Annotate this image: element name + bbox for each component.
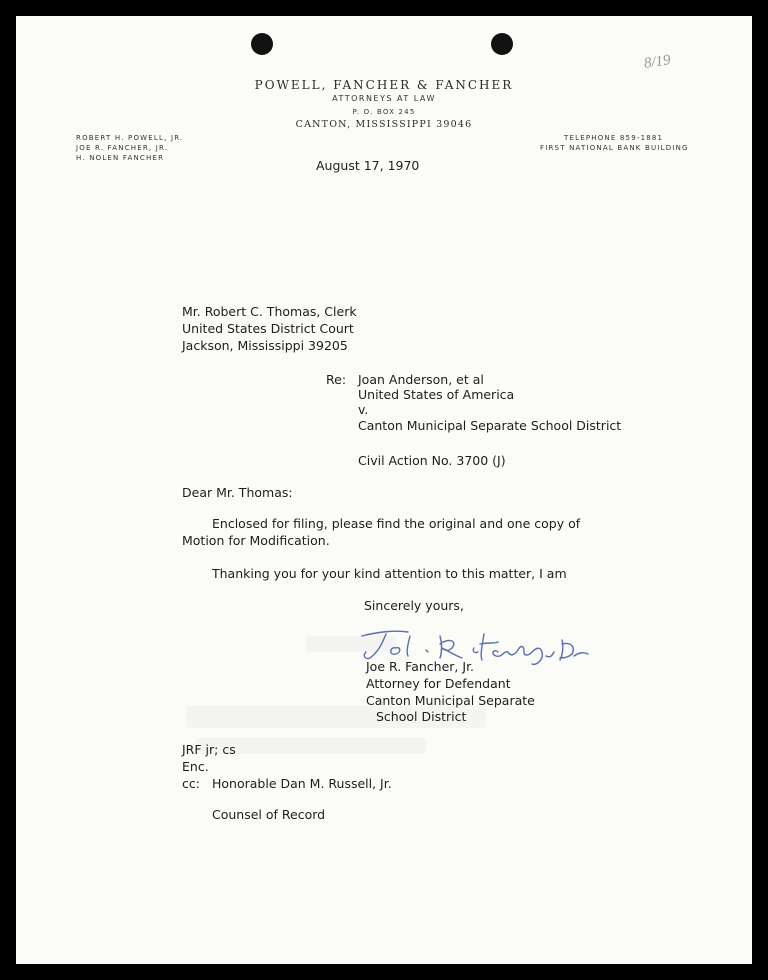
re-line: Joan Anderson, et al bbox=[358, 372, 484, 387]
punch-hole-left bbox=[251, 33, 273, 55]
recipient-line: United States District Court bbox=[182, 321, 354, 336]
body-paragraph: Thanking you for your kind attention to this matter, I am bbox=[212, 566, 567, 581]
partner-name: ROBERT H. POWELL, JR. bbox=[76, 134, 184, 142]
cc-recipient: Counsel of Record bbox=[212, 807, 326, 822]
re-line: v. bbox=[358, 402, 369, 417]
cc-label: cc: bbox=[182, 776, 200, 791]
partner-name: H. NOLEN FANCHER bbox=[76, 154, 165, 162]
letter-page bbox=[16, 16, 752, 964]
signer-title: Attorney for Defendant bbox=[366, 676, 511, 691]
recipient-line: Jackson, Mississippi 39205 bbox=[182, 338, 348, 353]
signer-title: School District bbox=[376, 709, 467, 724]
re-label: Re: bbox=[326, 372, 347, 387]
firm-telephone: TELEPHONE 859-1881 bbox=[564, 134, 664, 142]
letter-date: August 17, 1970 bbox=[316, 158, 420, 173]
cc-recipient: Honorable Dan M. Russell, Jr. bbox=[212, 776, 392, 791]
typist-initials: JRF jr; cs bbox=[182, 742, 236, 757]
signer-name: Joe R. Fancher, Jr. bbox=[366, 659, 475, 674]
closing: Sincerely yours, bbox=[364, 598, 464, 613]
signer-title: Canton Municipal Separate bbox=[366, 693, 535, 708]
re-line: Canton Municipal Separate School District bbox=[358, 418, 622, 433]
firm-name: POWELL, FANCHER & FANCHER bbox=[254, 78, 514, 92]
partner-name: JOE R. FANCHER, JR. bbox=[76, 144, 169, 152]
punch-hole-right bbox=[491, 33, 513, 55]
civil-action-number: Civil Action No. 3700 (J) bbox=[358, 453, 506, 468]
firm-po-box: P. O. BOX 245 bbox=[352, 108, 416, 116]
re-line: United States of America bbox=[358, 387, 515, 402]
margin-note: 8/19 bbox=[642, 52, 672, 72]
firm-profession: ATTORNEYS AT LAW bbox=[332, 94, 436, 103]
firm-city: CANTON, MISSISSIPPI 39046 bbox=[295, 119, 473, 130]
firm-building: FIRST NATIONAL BANK BUILDING bbox=[540, 144, 689, 152]
salutation: Dear Mr. Thomas: bbox=[182, 485, 293, 500]
recipient-line: Mr. Robert C. Thomas, Clerk bbox=[182, 304, 357, 319]
enclosure-note: Enc. bbox=[182, 759, 209, 774]
body-paragraph-line: Motion for Modification. bbox=[182, 533, 330, 548]
body-paragraph-line: Enclosed for filing, please find the original and one copy of bbox=[212, 516, 581, 531]
